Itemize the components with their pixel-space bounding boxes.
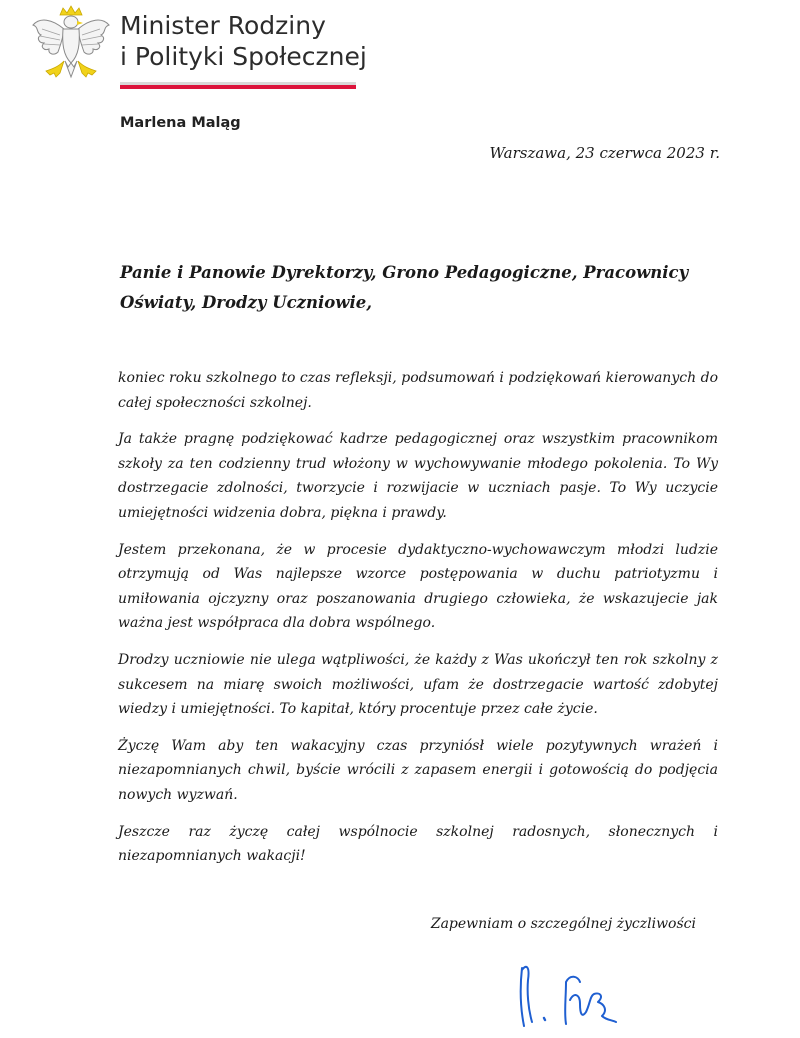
salutation: Panie i Panowie Dyrektorzy, Grono Pedagogiczne, Pracownicy Oświaty, Drodzy Uczniowie, — [120, 263, 689, 312]
paragraph: koniec roku szkolnego to czas refleksji, podsumowań i podziękowań kierowanych do całej społeczności szkolnej. — [118, 370, 718, 411]
author-name: Marlena Maląg — [120, 115, 241, 131]
flag-divider — [120, 82, 356, 89]
ministry-name-line1: Minister Rodziny — [120, 11, 326, 40]
ministry-name — [120, 10, 367, 72]
paragraph: Życzę Wam aby ten wakacyjny czas przyniósł wiele pozytywnych wrażeń i niezapomnianych chwil, byście wrócili z zapasem energii i gotowością do podjęcia nowych wyzwań. — [118, 737, 718, 803]
paragraph: Ja także pragnę podziękować kadrze pedagogicznej oraz wszystkim pracownikom szkoły za ten codzienny trud włożony w wychowywanie młodego pokolenia. To Wy dostrzegacie zdolności, tworzycie i rozwijacie w uczniach pasje. To Wy uczycie umiejętności widzenia dobra, piękna i prawdy. — [118, 431, 718, 521]
paragraph: Jeszcze raz życzę całej wspólnocie szkolnej radosnych, słonecznych i niezapomnianych wakacji! — [118, 823, 718, 865]
paragraph: Drodzy uczniowie nie ulega wątpliwości, że każdy z Was ukończył ten rok szkolny z sukcesem na miarę swoich możliwości, ufam że dostrzegacie wartość zdobytej wiedzy i umiejętności. To kapitał, który procentuje przez całe życie. — [118, 651, 718, 718]
paragraph: Jestem przekonana, że w procesie dydaktyczno-wychowawczym młodzi ludzie otrzymują od Was najlepsze wzorce postępowania w duchu patriotyzmu i umiłowania ojczyzny oraz poszanowania drugiego człowieka, że wskazujecie jak ważna jest współpraca dla dobra wspólnego. — [118, 541, 718, 632]
ministry-name-line2: i Polityki Społecznej — [120, 42, 367, 71]
letter-body — [118, 366, 718, 881]
place-date: Warszawa, 23 czerwca 2023 r. — [489, 144, 720, 162]
white-eagle-emblem-icon — [30, 5, 112, 91]
handwritten-signature-icon — [508, 952, 648, 1036]
closing-line: Zapewniam o szczególnej życzliwości — [430, 916, 696, 932]
